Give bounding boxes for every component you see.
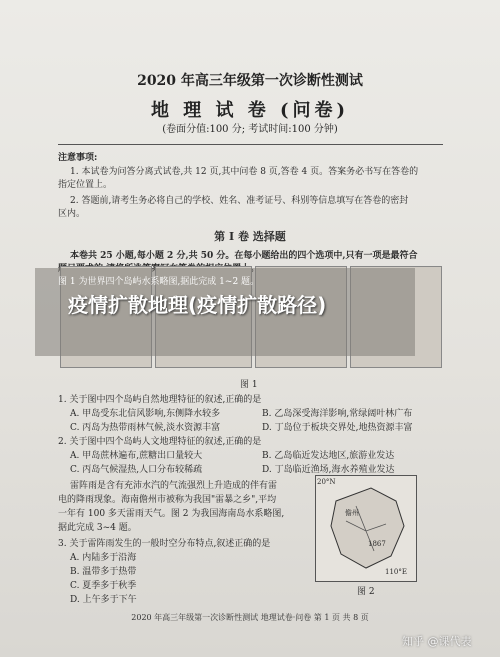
q2-option-a: A. 甲岛蔗林遍布,蔗糖出口量较大 bbox=[70, 451, 203, 461]
hainan-map bbox=[316, 476, 416, 581]
q2-option-d: D. 丁岛临近渔场,海水养殖业发达 bbox=[262, 465, 395, 475]
q1-stem: 1. 关于图中四个岛屿自然地理特征的叙述,正确的是 bbox=[58, 395, 262, 405]
q3-option-d: D. 上午多于下午 bbox=[70, 595, 137, 605]
fig2-city: 儋州 bbox=[345, 509, 359, 517]
q2-option-c: C. 丙岛气候湿热,人口分布较稀疏 bbox=[70, 465, 203, 475]
fig2-label: 图 2 bbox=[357, 587, 375, 597]
island-outline bbox=[331, 488, 404, 568]
passage-line-4: 据此完成 3~4 题。 bbox=[58, 523, 137, 533]
watermark: 知乎 @课代表 bbox=[402, 635, 472, 648]
passage-line-1: 雷阵雨是含有充沛水汽的气流强烈上升造成的伴有雷 bbox=[70, 481, 278, 491]
q3-stem: 3. 关于雷阵雨发生的一般时空分布特点,叙述正确的是 bbox=[58, 539, 271, 549]
q2-option-b: B. 乙岛临近发达地区,旅游业发达 bbox=[262, 451, 395, 461]
exam-meta: (卷面分值:100 分; 考试时间:100 分钟) bbox=[162, 124, 338, 135]
exam-subtitle: 地 理 试 卷 (问卷) bbox=[150, 100, 350, 121]
q1-option-b: B. 乙岛深受海洋影响,常绿阔叶林广布 bbox=[262, 409, 413, 419]
notice-heading: 注意事项: bbox=[58, 153, 98, 163]
divider bbox=[58, 144, 443, 145]
fig2-peak: 1867 bbox=[368, 540, 386, 548]
section-title: 第 I 卷 选择题 bbox=[214, 230, 286, 243]
notice-line-1b: 指定位置上。 bbox=[58, 180, 113, 190]
title-banner: 疫情扩散地理(疫情扩散路径) bbox=[68, 293, 327, 317]
q3-option-b: B. 温带多于热带 bbox=[70, 567, 137, 577]
q3-option-a: A. 内陆多于沿海 bbox=[70, 553, 137, 563]
figure-2-map bbox=[315, 475, 417, 582]
page-footer: 2020 年高三年级第一次诊断性测试 地理试卷·问卷 第 1 页 共 8 页 bbox=[131, 613, 369, 622]
section-intro-1: 本卷共 25 小题,每小题 2 分,共 50 分。在每小题给出的四个选项中,只有一项是最符合 bbox=[70, 251, 418, 261]
fig2-latitude: 20°N bbox=[317, 478, 336, 486]
notice-line-2b: 区内。 bbox=[58, 209, 86, 219]
q1-option-d: D. 丁岛位于板块交界处,地热资源丰富 bbox=[262, 423, 413, 433]
notice-line-1: 1. 本试卷为问答分离式试卷,共 12 页,其中问卷 8 页,答卷 4 页。答案务必书写在答卷的 bbox=[70, 167, 419, 177]
fig2-longitude: 110°E bbox=[385, 568, 407, 576]
passage-line-3: 一年有 100 多天雷雨天气。图 2 为我国海南岛水系略图, bbox=[58, 509, 285, 519]
q3-option-c: C. 夏季多于秋季 bbox=[70, 581, 137, 591]
q1-option-a: A. 甲岛受东北信风影响,东侧降水较多 bbox=[70, 409, 221, 419]
passage-line-2: 电的降雨现象。海南儋州市被称为我国"雷暴之乡",平均 bbox=[58, 495, 277, 505]
q1-option-c: C. 丙岛为热带雨林气候,淡水资源丰富 bbox=[70, 423, 221, 433]
exam-title: 2020 年高三年级第一次诊断性测试 bbox=[137, 73, 363, 89]
notice-line-2: 2. 答题前,请考生务必将自己的学校、姓名、准考证号、科别等信息填写在答卷的密封 bbox=[70, 196, 409, 206]
q2-stem: 2. 关于图中四个岛屿人文地理特征的叙述,正确的是 bbox=[58, 437, 262, 447]
fig1-label: 图 1 bbox=[240, 380, 258, 390]
fig1-caption-top: 图 1 为世界四个岛屿水系略图,据此完成 1~2 题。 bbox=[58, 277, 260, 287]
